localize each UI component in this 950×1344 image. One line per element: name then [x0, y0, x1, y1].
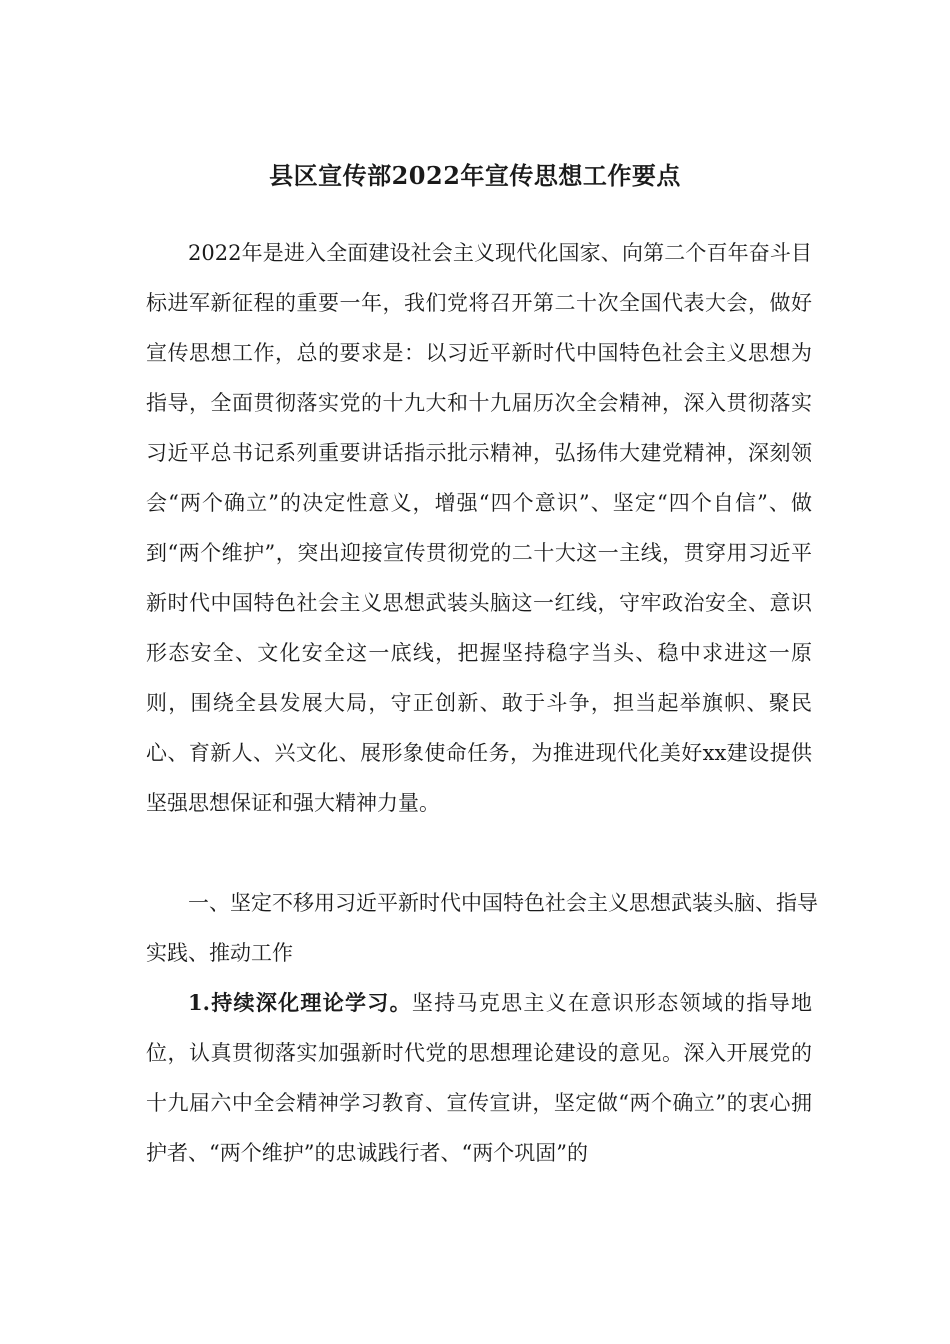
- item-1-lead: 1.持续深化理论学习。: [188, 990, 412, 1015]
- item-1-text: 坚持马克思主义在意识形态领域的指导地位，认真贯彻落实加强新时代党的思想理论建设的意见。深入开展党的十九届六中全会精神学习教育、宣传宣讲，坚定做“两个确立”的衷心拥护者、“两个维护”的忠诚践行者、“两个巩固”的: [146, 991, 812, 1165]
- intro-paragraph: 2022年是进入全面建设社会主义现代化国家、向第二个百年奋斗目标进军新征程的重要一年，我们党将召开第二十次全国代表大会，做好宣传思想工作，总的要求是：以习近平新时代中国特色社会主义思想为指导，全面贯彻落实党的十九大和十九届历次全会精神，深入贯彻落实习近平总书记系列重要讲话指示批示精神，弘扬伟大建党精神，深刻领会“两个确立”的决定性意义，增强“四个意识”、坚定“四个自信”、做到“两个维护”，突出迎接宣传贯彻党的二十大这一主线，贯穿用习近平新时代中国特色社会主义思想武装头脑这一红线，守牢政治安全、意识形态安全、文化安全这一底线，把握坚持稳字当头、稳中求进这一原则，围绕全县发展大局，守正创新、敢于斗争，担当起举旗帜、聚民心、育新人、兴文化、展形象使命任务，为推进现代化美好xx建设提供坚强思想保证和强大精神力量。: [146, 241, 812, 815]
- item-1-paragraph: [146, 978, 812, 1178]
- section-heading: 一、坚定不移用习近平新时代中国特色社会主义思想武装头脑、指导实践、推动工作: [146, 891, 818, 965]
- document-title: 县区宣传部2022年宣传思想工作要点: [269, 161, 681, 190]
